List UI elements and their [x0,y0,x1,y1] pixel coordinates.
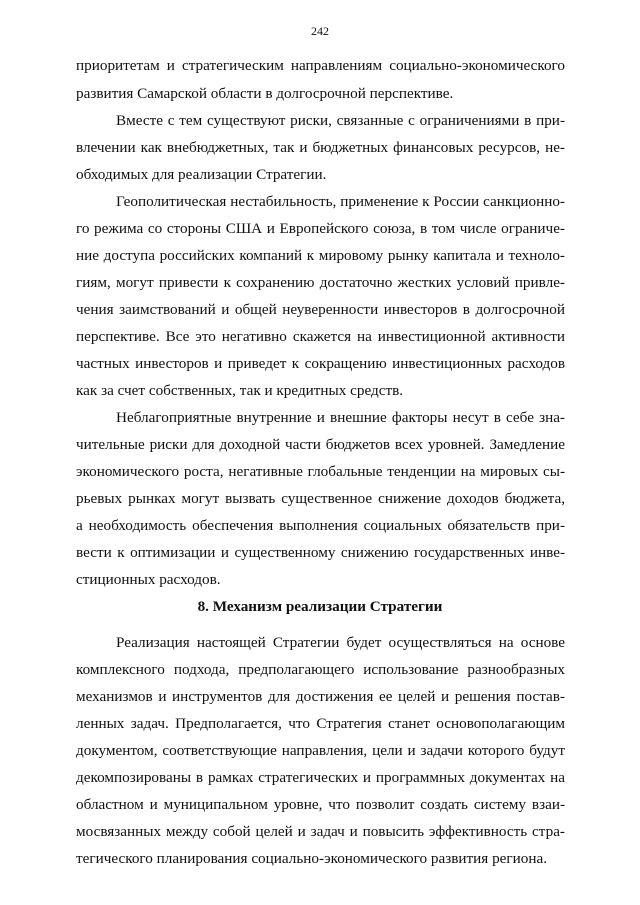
paragraph-line: стиционных расходов. [76,571,221,588]
paragraph-line: Вместе с тем существуют риски, связанные с ограничениями в при- [116,112,565,129]
paragraph-line: гиям, могут привести к сохранению достаточно жестких условий привле- [76,274,565,291]
paragraph-line: обходимых для реализации Стратегии. [76,166,327,183]
paragraph-line: тегического планирования социально-экономического развития региона. [76,850,548,867]
paragraph-line: ние доступа российских компаний к мировому рынку капитала и техноло- [76,247,565,264]
paragraph-line: декомпозированы в рамках стратегических и программных документах на [76,769,565,786]
paragraph-line: как за счет собственных, так и кредитных средств. [76,382,404,399]
paragraph-line: го режима со стороны США и Европейского союза, в том числе ограниче- [76,220,565,237]
paragraph-line: Неблагоприятные внутренние и внешние факторы несут в себе зна- [116,409,565,426]
section-heading: 8. Механизм реализации Стратегии [197,598,443,615]
page-number: 242 [311,24,329,38]
paragraph-line: а необходимость обеспечения выполнения социальных обязательств при- [76,517,565,534]
paragraph-line: приоритетам и стратегическим направлениям социально-экономического [76,57,565,74]
paragraph-line: частных инвесторов и приведет к сокращению инвестиционных расходов [76,355,565,372]
paragraph-line: комплексного подхода, предполагающего использование разнообразных [76,661,565,678]
paragraph-line: механизмов и инструментов для достижения ее целей и решения постав- [76,688,565,705]
paragraph-line: перспективе. Все это негативно скажется на инвестиционной активности [76,328,565,345]
paragraph-line: чительные риски для доходной части бюджетов всех уровней. Замедление [76,436,565,453]
paragraph-line: областном и муниципальном уровне, что позволит создать систему взаи- [76,796,565,813]
paragraph-line: документом, соответствующие направления, цели и задачи которого будут [76,742,565,759]
paragraph-line: рьевых рынках могут вызвать существенное снижение доходов бюджета, [76,490,565,507]
paragraph-line: Геополитическая нестабильность, применение к России санкционно- [116,193,565,210]
paragraph-line: экономического роста, негативные глобальные тенденции на мировых сы- [76,463,565,480]
paragraph-line: развития Самарской области в долгосрочной перспективе. [76,85,454,102]
paragraph-line: чения заимствований и общей неуверенности инвесторов в долгосрочной [76,301,565,318]
paragraph-line: мосвязанных между собой целей и задач и повысить эффективность стра- [76,823,565,840]
paragraph-line: влечении как внебюджетных, так и бюджетных финансовых ресурсов, не- [76,139,565,156]
paragraph-line: ленных задач. Предполагается, что Стратегия станет основополагающим [76,715,565,732]
paragraph-line: вести к оптимизации и существенному снижению государственных инве- [76,544,565,561]
paragraph-line: Реализация настоящей Стратегии будет осуществляться на основе [116,634,565,651]
